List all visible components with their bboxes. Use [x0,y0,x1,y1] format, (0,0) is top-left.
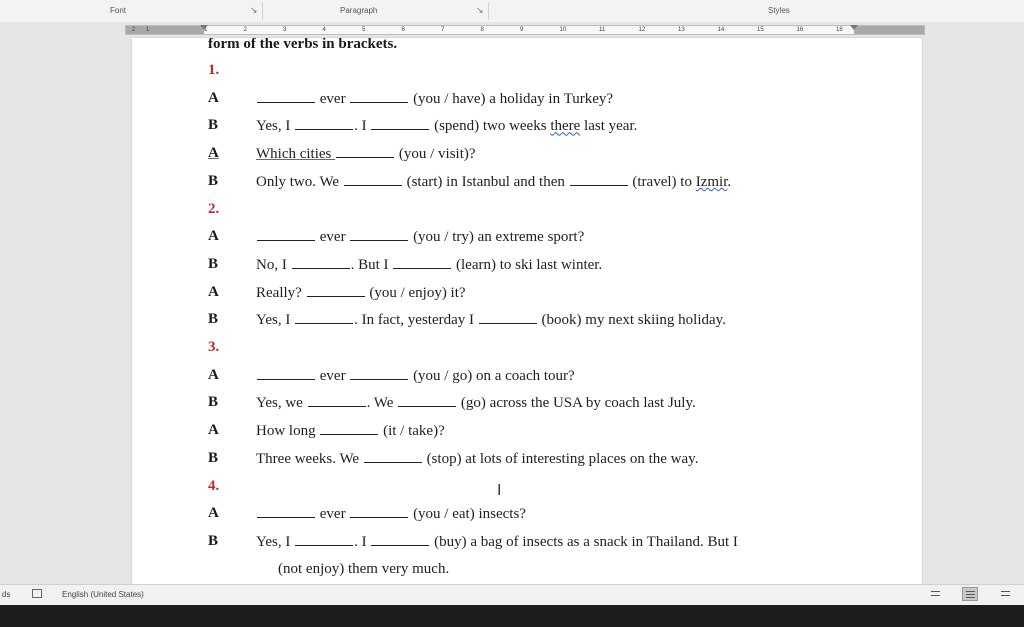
answer-blank[interactable] [350,90,408,103]
text-segment: . I [354,118,371,135]
ruler-tick-label: 12 [638,27,646,33]
text-segment: How long [256,423,320,440]
answer-blank[interactable] [479,311,537,324]
text-segment: No, I [256,256,291,273]
answer-blank[interactable] [350,367,408,380]
line-text[interactable] [256,173,731,191]
answer-blank[interactable] [371,117,429,130]
ruler-tick-label: 5 [362,27,366,33]
answer-blank[interactable] [344,173,402,186]
text-segment: (buy) a bag of insects as a snack in Thailand. But I [430,533,738,550]
text-segment: (not enjoy) them very much. [278,560,450,577]
text-segment: (you / enjoy) it? [365,284,466,301]
text-segment: (you / visit)? [395,146,476,163]
speaker-label: B [208,172,219,189]
text-segment: (start) in Istanbul and then [402,173,569,190]
answer-blank[interactable] [257,505,315,518]
spelling-flagged-word: Izmir [695,173,728,190]
text-segment: Yes, I [256,312,295,329]
speaker-label: B [208,311,219,328]
ruler-left-margin[interactable] [126,26,204,34]
answer-blank[interactable] [308,394,366,407]
speaker-label: B [208,532,219,549]
ruler-tick-label: 14 [717,27,725,33]
speaker-label: B [208,449,219,466]
read-mode-icon[interactable] [928,587,944,601]
ribbon-group-bar [0,0,1024,23]
speaker-label: A [208,228,219,245]
text-segment: Which cities [256,146,336,163]
speaker-label: A [208,422,219,439]
group-separator [488,2,489,20]
ruler-tick-label: 13 [678,27,685,33]
line-text[interactable] [256,228,584,246]
text-segment: (you / have) a holiday in Turkey? [409,90,614,107]
answer-blank[interactable] [320,422,378,435]
line-text[interactable] [278,561,449,578]
word-count[interactable]: ds [2,590,11,599]
answer-blank[interactable] [371,533,429,546]
text-segment: ever [316,229,350,246]
exercise-instruction: form of the verbs in brackets. [208,38,398,52]
answer-blank[interactable] [398,394,456,407]
text-cursor-icon: I [497,482,502,499]
text-segment: Yes, I [256,118,295,135]
text-segment: (book) my next skiing holiday. [537,312,726,329]
text-segment: (travel) to [628,173,696,190]
proofing-icon[interactable] [32,589,42,598]
speaker-label: B [208,255,219,272]
ruler-tick-label: 8 [480,27,484,33]
text-segment: Really? [256,284,306,301]
text-segment: ever [316,506,350,523]
line-text[interactable] [256,505,526,523]
ruler-tick-label: 16 [796,27,804,33]
text-segment: (you / try) an extreme sport? [409,229,585,246]
paragraph-dialog-launcher-icon[interactable]: ↘ [476,5,484,15]
section-number: 4. [208,477,220,494]
text-segment: Only two. We [256,173,343,190]
speaker-label: B [208,117,219,134]
text-segment: (learn) to ski last winter. [452,256,603,273]
ruler-tick-label: 1 [146,27,150,33]
text-segment: (go) across the USA by coach last July. [457,395,696,412]
speaker-label: A [208,505,219,522]
answer-blank[interactable] [295,311,353,324]
horizontal-ruler[interactable] [125,25,925,35]
answer-blank[interactable] [350,228,408,241]
spelling-flagged-word: there [550,118,581,135]
answer-blank[interactable] [292,256,350,269]
answer-blank[interactable] [257,228,315,241]
text-segment: (you / eat) insects? [409,506,526,523]
ruler-tick-label: 9 [520,27,524,33]
font-group-label: Font [110,6,127,15]
line-text[interactable] [256,367,575,385]
ruler-tick-label: 10 [559,27,567,33]
text-segment: ever [316,90,350,107]
styles-group-label: Styles [768,6,790,15]
text-segment: Three weeks. We [256,450,363,467]
status-bar [0,584,1024,605]
text-segment: ever [316,367,350,384]
text-segment: Yes, we [256,395,307,412]
section-number: 1. [208,62,220,78]
ruler-tick-label: 7 [441,27,445,33]
ruler-right-margin[interactable] [854,26,924,34]
section-number: 3. [208,339,220,355]
taskbar-strip [0,605,1024,627]
ruler-tick-label: 3 [283,27,287,33]
text-segment: Yes, I [256,533,295,550]
ruler-tick-label: 11 [599,27,606,33]
text-segment: . In fact, yesterday I [354,312,478,329]
ruler-tick-label: 1 [204,27,208,33]
text-segment: . I [354,533,371,550]
language-indicator[interactable]: English (United States) [62,590,144,599]
text-segment: (stop) at lots of interesting places on the way. [422,450,699,467]
speaker-label: A [208,89,219,106]
web-layout-icon[interactable] [998,587,1014,601]
answer-blank[interactable] [307,284,365,297]
line-text[interactable] [256,90,613,108]
text-segment: (you / go) on a coach tour? [409,367,575,384]
line-text[interactable] [256,117,637,135]
line-text[interactable] [256,533,738,551]
line-text[interactable] [256,284,466,302]
ruler-tick-label: 6 [401,27,405,33]
text-segment: . [727,173,732,190]
ruler-tick-label: 18 [836,27,843,33]
group-separator [262,2,263,20]
answer-blank[interactable] [336,145,394,158]
answer-blank[interactable] [257,367,315,380]
answer-blank[interactable] [295,533,353,546]
answer-blank[interactable] [295,117,353,130]
ruler-area [0,22,1024,38]
ruler-tick-label: 15 [757,27,764,33]
print-layout-icon[interactable] [962,587,978,601]
ruler-tick-label: 2 [132,27,136,33]
ruler-tick-label: 2 [243,27,247,33]
answer-blank[interactable] [350,505,408,518]
answer-blank[interactable] [364,450,422,463]
line-text[interactable] [256,450,698,468]
first-line-indent-marker[interactable] [200,25,208,30]
line-text[interactable] [256,311,726,329]
line-text[interactable] [256,145,476,163]
speaker-label: B [208,394,219,411]
right-indent-marker[interactable] [850,25,858,30]
line-text[interactable] [256,394,696,412]
text-segment: (it / take)? [379,423,445,440]
answer-blank[interactable] [257,90,315,103]
paragraph-group-label: Paragraph [340,6,378,15]
text-segment: last year. [580,118,638,135]
answer-blank[interactable] [393,256,451,269]
font-dialog-launcher-icon[interactable]: ↘ [250,5,258,15]
line-text[interactable] [256,256,602,274]
text-segment: . We [366,395,398,412]
text-segment: . But I [350,256,393,273]
text-segment: (spend) two weeks [430,118,551,135]
line-text[interactable] [256,422,445,440]
speaker-label: A [208,283,219,300]
section-number: 2. [208,200,220,217]
speaker-label: A [208,366,219,383]
document-page[interactable] [132,38,922,584]
speaker-label: A [208,145,219,162]
ruler-tick-label: 4 [322,27,326,33]
answer-blank[interactable] [570,173,628,186]
